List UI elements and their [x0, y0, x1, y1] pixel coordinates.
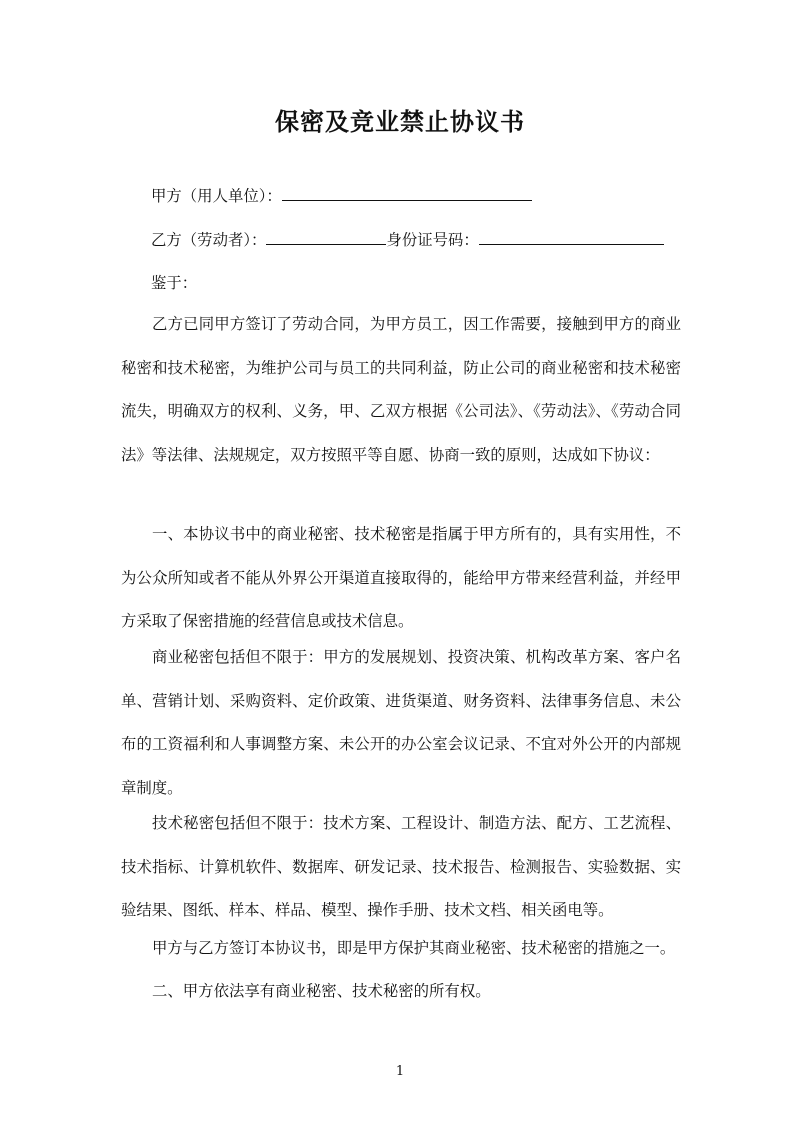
- paragraph-protection-measure: 甲方与乙方签订本协议书，即是甲方保护其商业秘密、技术秘密的措施之一。: [152, 939, 676, 957]
- party-a-label: 甲方（用人单位）：: [151, 187, 282, 205]
- party-b-label: 乙方（劳动者）：: [151, 231, 267, 249]
- id-number-blank: [479, 228, 664, 245]
- paragraph-technical-secrets: 技术秘密包括但不限于：技术方案、工程设计、制造方法、配方、工艺流程、技术指标、计算机软件、数据库、研发记录、技术报告、检测报告、实验数据、实验结果、图纸、样本、样品、模型、操作手册、技术文档、相关函电等。: [121, 814, 681, 919]
- party-b-line: [151, 228, 664, 252]
- party-a-blank: [282, 184, 532, 201]
- paragraph-clause-1: 一、本协议书中的商业秘密、技术秘密是指属于甲方所有的，具有实用性，不为公众所知或者不能从外界公开渠道直接取得的，能给甲方带来经营利益，并经甲方采取了保密措施的经营信息或技术信息。: [121, 525, 681, 630]
- paragraph-business-secrets: 商业秘密包括但不限于：甲方的发展规划、投资决策、机构改革方案、客户名单、营销计划、采购资料、定价政策、进货渠道、财务资料、法律事务信息、未公布的工资福利和人事调整方案、未公开的办公室会议记录、不宜对外公开的内部规章制度。: [121, 648, 681, 797]
- party-a-line: [151, 184, 532, 208]
- id-number-label: 身份证号码：: [386, 231, 479, 249]
- whereas-label: 鉴于：: [151, 274, 198, 292]
- page-number: 1: [395, 1064, 405, 1079]
- party-b-blank: [266, 228, 386, 245]
- document-title: 保密及竞业禁止协议书: [275, 107, 525, 136]
- paragraph-clause-2: 二、甲方依法享有商业秘密、技术秘密的所有权。: [152, 982, 491, 1000]
- paragraph-preamble: 乙方已同甲方签订了劳动合同，为甲方员工，因工作需要，接触到甲方的商业秘密和技术秘密，为维护公司与员工的共同利益，防止公司的商业秘密和技术秘密流失，明确双方的权利、义务，甲、乙双方根据《公司法》、《劳动法》、《劳动合同法》等法律、法规规定，双方按照平等自愿、协商一致的原则，达成如下协议：: [121, 315, 681, 464]
